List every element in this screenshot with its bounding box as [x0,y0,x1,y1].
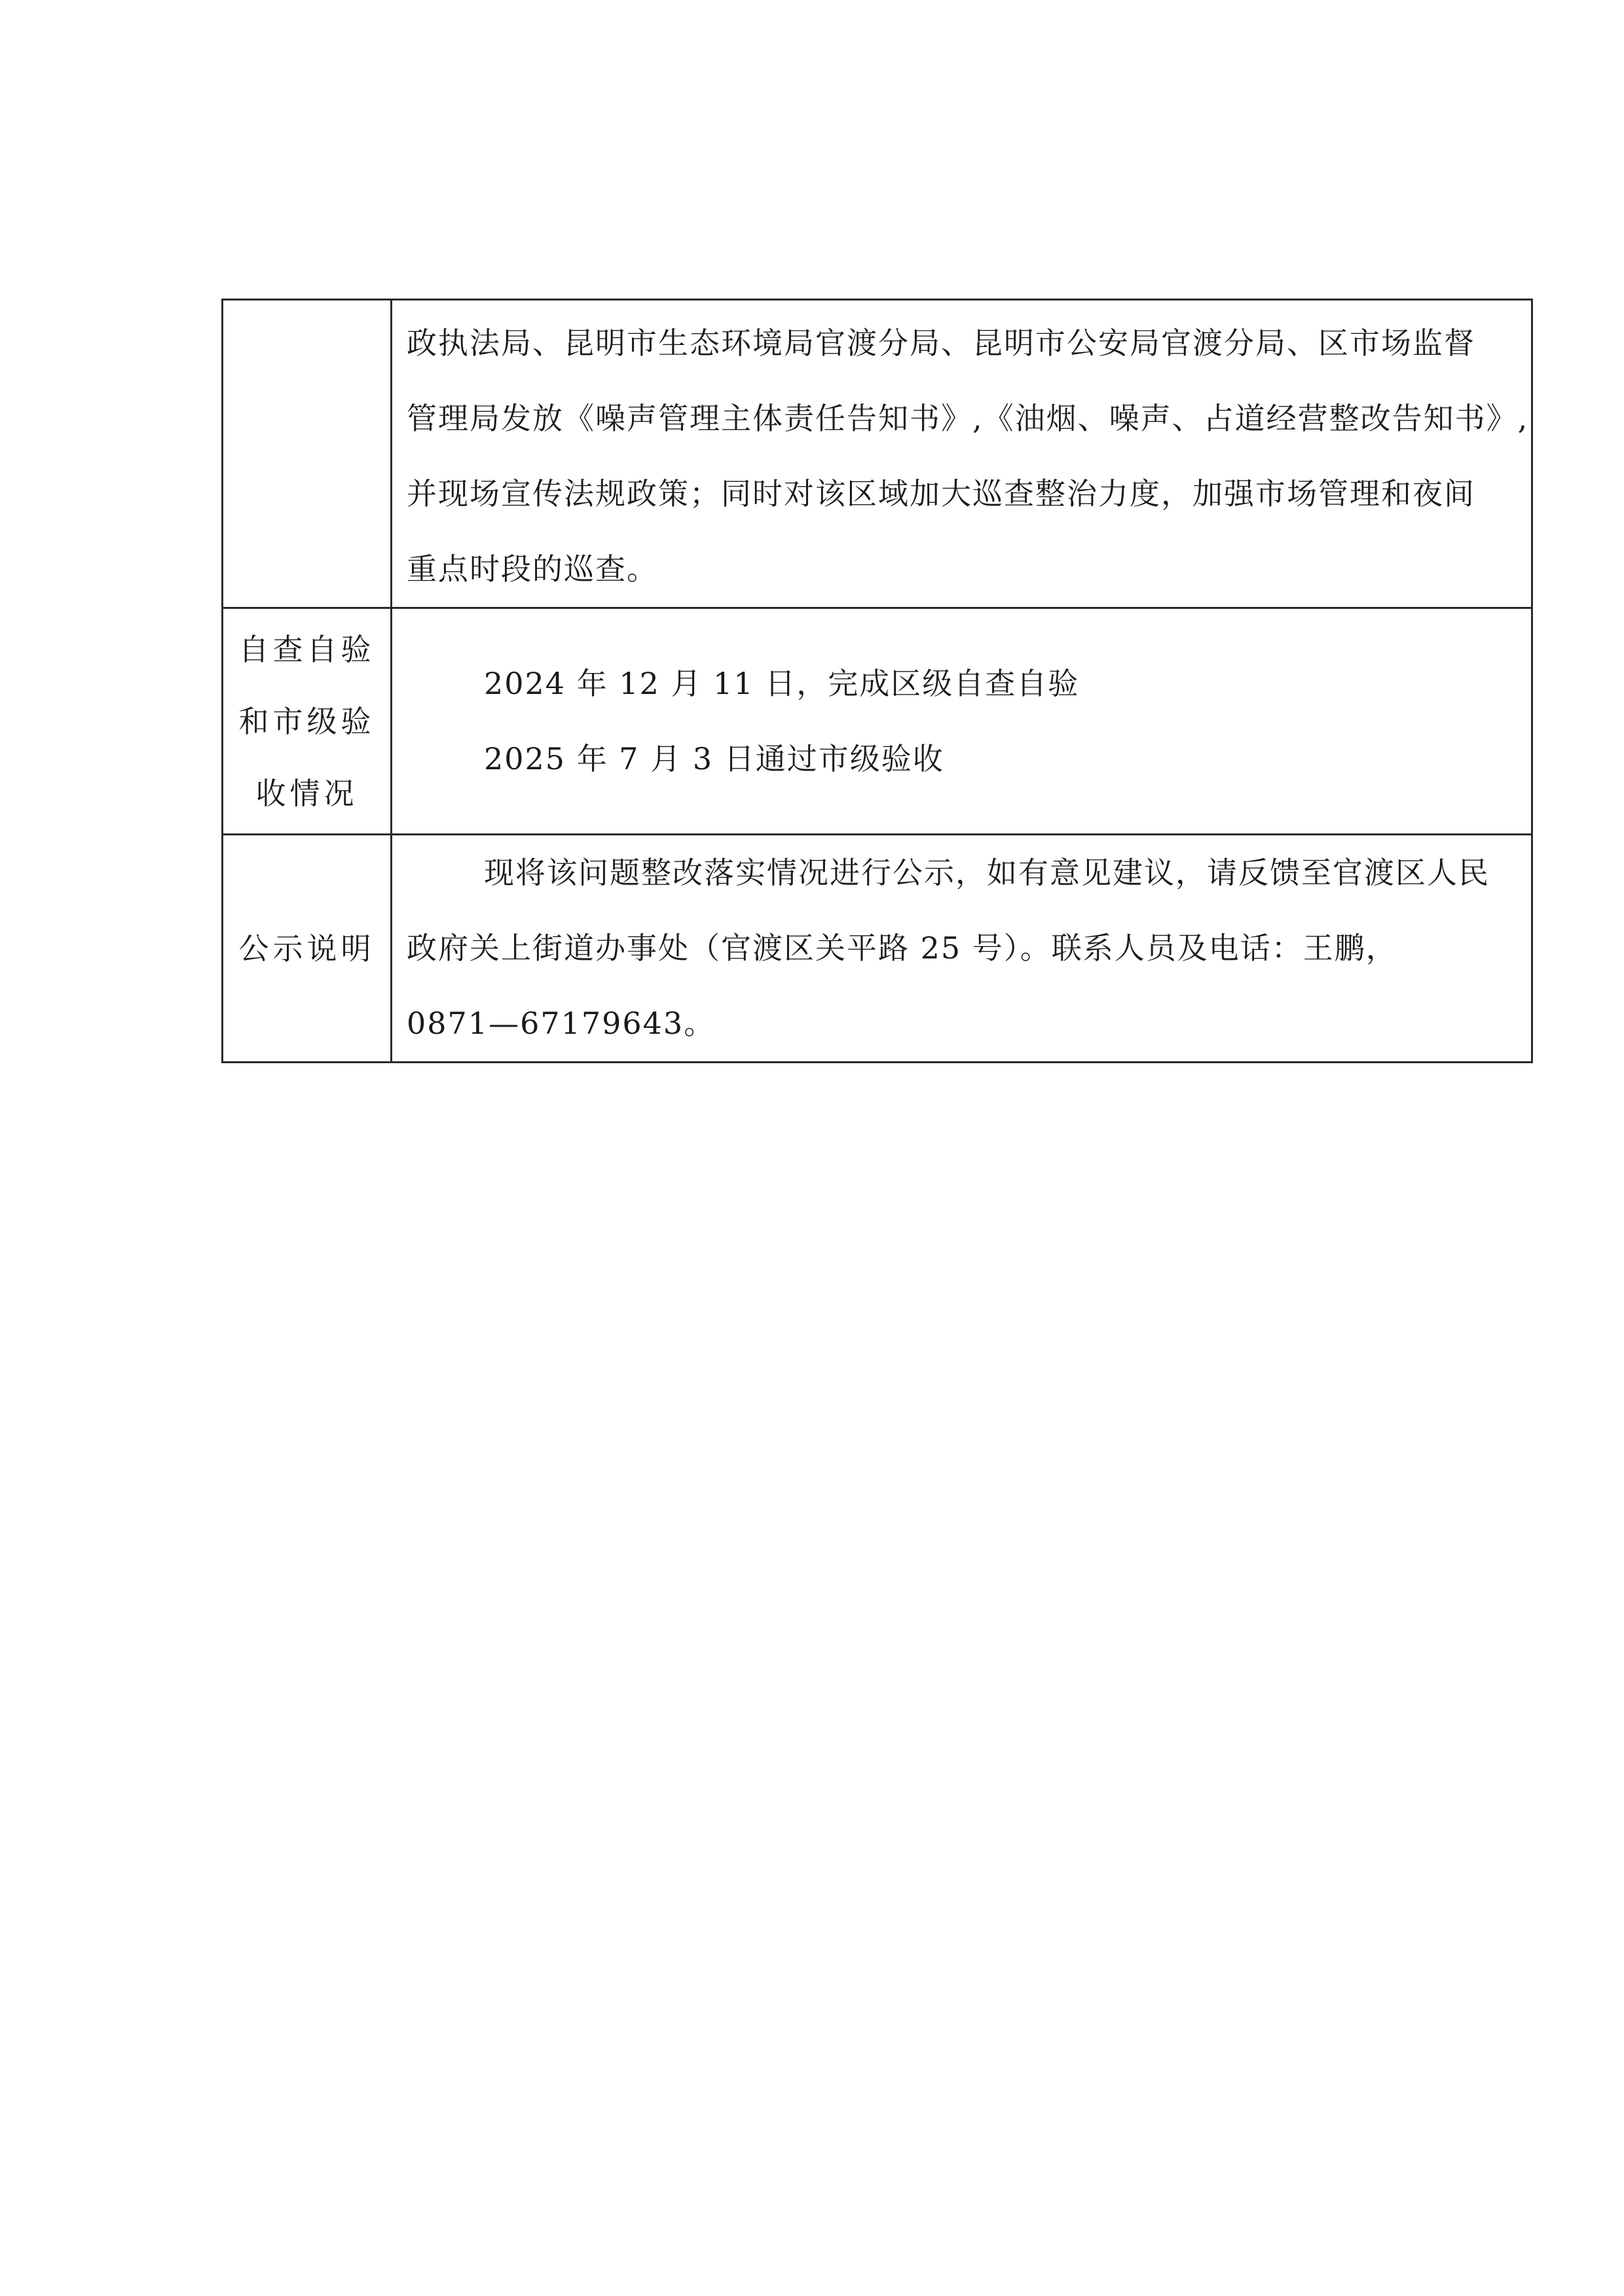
acceptance-content-cell [392,608,1532,835]
acceptance-label-line: 自查自验 [238,631,375,667]
district-self-check-date: 2024 年 12 月 11 日，完成区级自查自验 [484,665,1080,701]
measures-content-cell [392,300,1532,608]
notice-label-cell [223,835,392,1063]
notice-label: 公示说明 [238,930,375,966]
table-row-acceptance [223,608,1532,835]
notice-content-cell [392,835,1532,1063]
table-row-notice [223,835,1532,1063]
measures-text-line: 管理局发放《噪声管理主体责任告知书》,《油烟、噪声、占道经营整改告知书》, [407,401,1529,436]
measures-text-line: 政执法局、昆明市生态环境局官渡分局、昆明市公安局官渡分局、区市场监督 [407,325,1475,361]
acceptance-label-line: 收情况 [255,775,358,811]
measures-text-line: 并现场宣传法规政策；同时对该区域加大巡查整治力度，加强市场管理和夜间 [407,476,1475,511]
rectification-table [221,299,1533,1063]
acceptance-label-cell [223,608,392,835]
contact-phone-line: 0871—67179643。 [407,1006,716,1041]
measures-text-line: 重点时段的巡查。 [407,551,658,587]
row-label-cell-empty [223,300,392,608]
city-acceptance-date: 2025 年 7 月 3 日通过市级验收 [484,740,944,776]
acceptance-label-line: 和市级验 [238,703,375,739]
notice-text-line: 现将该问题整改落实情况进行公示，如有意见建议，请反馈至官渡区人民 [484,855,1490,890]
table-row-measures [223,300,1532,608]
notice-text-line: 政府关上街道办事处（官渡区关平路 25 号）。联系人员及电话：王鹏， [407,930,1397,966]
